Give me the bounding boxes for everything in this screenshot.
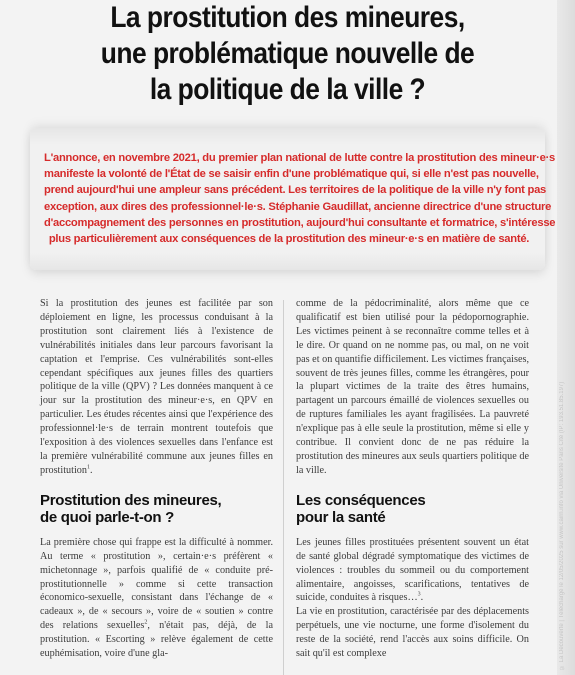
title-line: La prostitution des mineures,	[110, 1, 465, 34]
column-divider	[283, 300, 284, 675]
footnote-ref[interactable]: 3	[417, 592, 421, 599]
intro-line: manifeste la volonté de l'État de se saisir enfin d'une problématique qui, si elle n'est pas nouvelle,	[44, 168, 539, 181]
body-paragraph: La vie en prostitution, caractérisée par des déplacements perpétuels, une vie nocturne, une forme d'isolement du reste de la société, rend l'accès aux soins difficile. On sait qu'il est complexe	[296, 606, 529, 660]
page-edge	[557, 0, 575, 675]
body-paragraph: La première chose qui frappe est la difficulté à nommer. Au terme « prostitution », certain·e·s préfèrent « michetonnage », parfois qualifié de « conduite pré-prostitutionnelle » comme si cette transaction économico-sexuelle, consistant dans l'échange de « cadeaux », de « secours », voire de « soutien » contre des relations sexuelles$^2$, n'était pas, déjà, de la prostitution. « Escorting » relève également de cette euphémisation, voire d'une gla-	[40, 536, 273, 660]
title-line: la politique de la ville ?	[149, 73, 426, 106]
section-heading: Prostitution des mineures, de quoi parle-t-on ?	[40, 491, 222, 526]
intro-line: L'annonce, en novembre 2021, du premier plan national de lutte contre la prostitution des mineur·e·s	[44, 152, 556, 164]
side-watermark: © La Découverte | Téléchargé le 12/05/2025 sur www.cairn.info via Université Paris Cité (IP: 193.51.85.197)	[559, 381, 565, 670]
section-heading: Les conséquences pour la santé	[296, 491, 426, 526]
body-paragraph: Les jeunes filles prostituées présentent souvent un état de santé global dégradé symptomatique des victimes de violences : troubles du sommeil ou du comportement alimentaire, angoisses, scarifications, tentatives de suicide, conduites à risques…$^3$.	[296, 536, 529, 604]
footnote-ref[interactable]: 1	[86, 464, 90, 471]
left-column	[40, 297, 273, 661]
title-line: une problématique nouvelle de	[100, 37, 475, 70]
body-paragraph: Si la prostitution des jeunes est facilitée par son déploiement en ligne, les processus conduisant à la prostitution sont clairement liés à l'existence de vulnérabilités initiales dans leur parcours favorisant la captation et l'emprise. Ces vulnérabilités sont-elles cependant spécifiques aux jeunes filles des quartiers politique de la ville (QPV) ? Les données manquent à ce jour sur la prostitution des mineur·e·s, en QPV en particulier. Les études récentes ainsi que l'expérience des professionnel·le·s de terrain montrent toutefois que l'exposition à des violences sexuelles dans l'enfance est la première vulnérabilité commune aux jeunes filles en prostitution$^1$.	[40, 298, 273, 476]
intro-line: plus particulièrement aux conséquences de la prostitution des mineur·e·s en matière de santé.	[48, 233, 530, 246]
intro-line: exception, aux dires des professionnel·le·s. Stéphanie Gaudillat, ancienne directrice d'une structure	[44, 200, 552, 213]
intro-line: prend aujourd'hui une ampleur sans précédent. Les territoires de la politique de la ville n'y font pas	[44, 184, 547, 197]
right-column	[296, 297, 529, 661]
intro-text	[44, 150, 556, 247]
article-title	[52, 0, 523, 108]
footnote-ref[interactable]: 2	[144, 619, 148, 626]
body-paragraph: comme de la pédocriminalité, alors même que ce qualificatif est bien utilisé pour la pédopornographie. Les victimes peinent à se reconnaître comme telles et à le dire. Or quand on ne nomme pas, ou mal, on ne voit pas et on quantifie difficilement. Les victimes françaises, souvent de très jeunes filles, comme les étrangères, pour la plupart victimes de la traite des êtres humains, partagent un parcours émaillé de violences sexuelles ou de ruptures familiales les ayant fragilisées. La pauvreté n'explique pas à elle seule la prostitution, même si elle y contribue. Il convient donc de ne pas réduire la prostitution des mineures aux seuls quartiers politique de la ville.	[296, 298, 529, 476]
intro-line: d'accompagnement des personnes en prostitution, aujourd'hui consultante et formatrice, s'intéresse	[44, 216, 556, 229]
